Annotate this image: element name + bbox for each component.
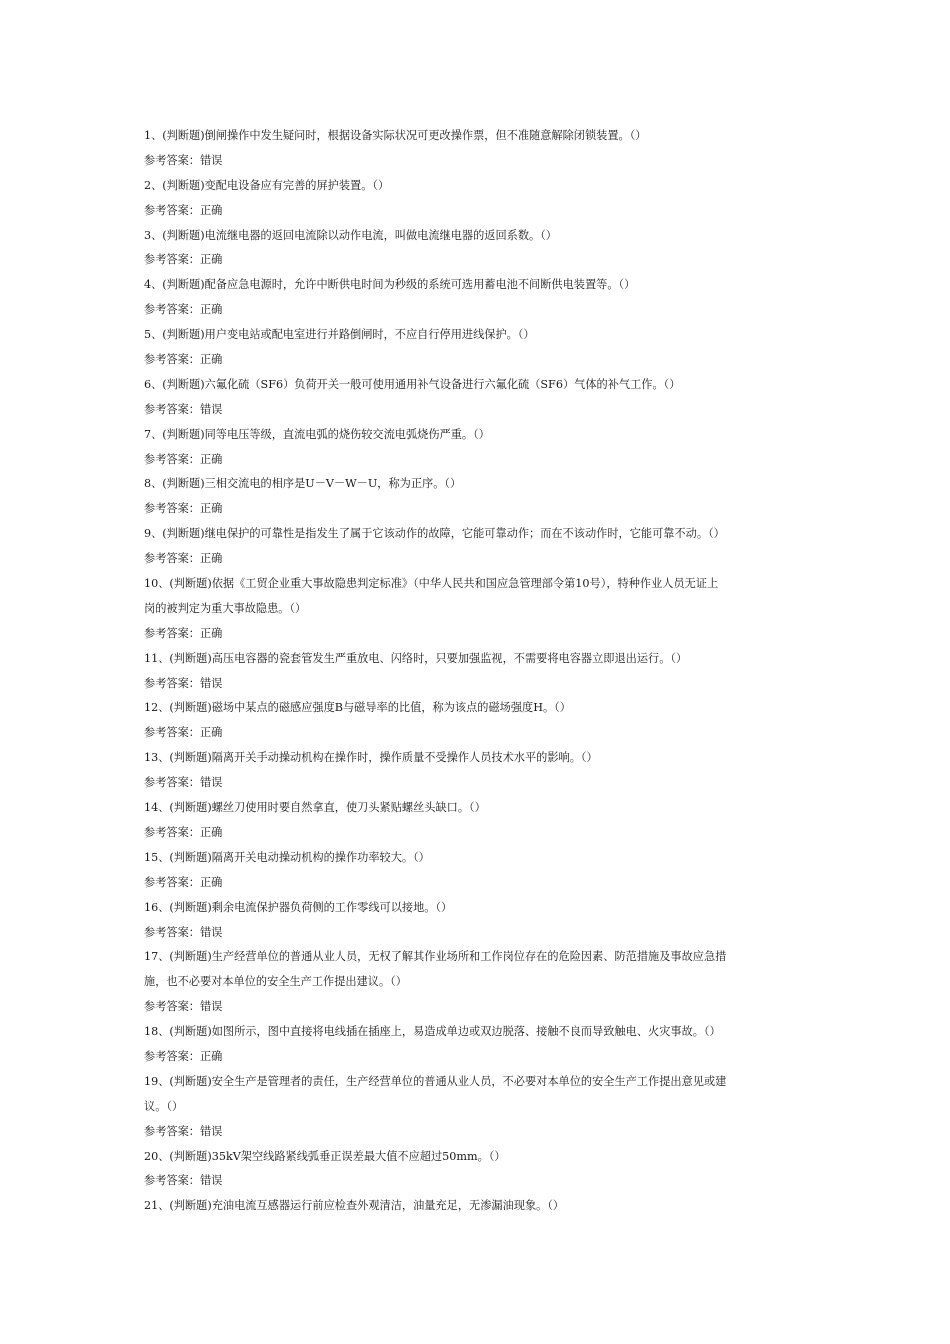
answer-line: 参考答案：错误 (144, 153, 223, 167)
answer-line: 参考答案：正确 (144, 353, 223, 367)
question-text: 8、(判断题)三相交流电的相序是U－V－W－U，称为正序。（） (144, 477, 462, 491)
question-text: 3、(判断题)电流继电器的返回电流除以动作电流，叫做电流继电器的返回系数。（） (144, 228, 557, 242)
answer-line: 参考答案：正确 (144, 552, 223, 566)
question-text: 16、(判断题)剩余电流保护器负荷侧的工作零线可以接地。（） (144, 900, 453, 914)
answer-line: 参考答案：错误 (144, 1124, 223, 1138)
question-text: 5、(判断题)用户变电站或配电室进行并路倒闸时，不应自行停用进线保护。（） (144, 328, 535, 342)
question-text: 14、(判断题)螺丝刀使用时要自然拿直，使刀头紧贴螺丝头缺口。（） (144, 801, 486, 815)
question-text: 2、(判断题)变配电设备应有完善的屏护装置。（） (144, 178, 390, 192)
question-text: 15、(判断题)隔离开关电动操动机构的操作功率较大。（） (144, 850, 430, 864)
question-text: 19、(判断题)安全生产是管理者的责任，生产经营单位的普通从业人员，不必要对本单位的安全生产工作提出意见或建 (144, 1074, 727, 1088)
answer-line: 参考答案：正确 (144, 875, 223, 889)
answer-line: 参考答案：正确 (144, 726, 223, 740)
answer-line: 参考答案：正确 (144, 626, 223, 640)
question-text: 7、(判断题)同等电压等级，直流电弧的烧伤较交流电弧烧伤严重。（） (144, 427, 490, 441)
answer-line: 参考答案：正确 (144, 203, 223, 217)
question-text: 1、(判断题)倒闸操作中发生疑问时，根据设备实际状况可更改操作票，但不准随意解除闭锁装置。（） (144, 129, 647, 142)
answer-line: 参考答案：正确 (144, 253, 223, 267)
answer-line: 参考答案：错误 (144, 925, 223, 939)
question-text: 6、(判断题)六氟化硫（SF6）负荷开关一般可使用通用补气设备进行六氟化硫（SF6）气体的补气工作。（） (144, 377, 681, 391)
question-text-continued: 施，也不必要对本单位的安全生产工作提出建议。（） (144, 975, 407, 989)
document-body (144, 124, 814, 1219)
question-text: 4、(判断题)配备应急电源时，允许中断供电时间为秒级的系统可选用蓄电池不间断供电装置等。（） (144, 278, 636, 292)
question-text: 21、(判断题)充油电流互感器运行前应检查外观清洁，油量充足，无渗漏油现象。（） (144, 1199, 565, 1213)
question-text-continued: 岗的被判定为重大事故隐患。（） (144, 601, 307, 615)
question-text: 11、(判断题)高压电容器的瓷套管发生严重放电、闪络时，只要加强监视，不需要将电容器立即退出运行。（） (144, 651, 688, 665)
question-text: 17、(判断题)生产经营单位的普通从业人员，无权了解其作业场所和工作岗位存在的危险因素、防范措施及事故应急措 (144, 950, 727, 964)
answer-line: 参考答案：错误 (144, 1000, 223, 1014)
answer-line: 参考答案：错误 (144, 776, 223, 790)
answer-line: 参考答案：正确 (144, 502, 223, 516)
answer-line: 参考答案：正确 (144, 1049, 223, 1063)
question-text: 10、(判断题)依据《工贸企业重大事故隐患判定标准》（中华人民共和国应急管理部令第10号），特种作业人员无证上 (144, 577, 719, 591)
question-text: 9、(判断题)继电保护的可靠性是指发生了属于它该动作的故障，它能可靠动作；而在不该动作时，它能可靠不动。（） (144, 527, 725, 541)
answer-line: 参考答案：错误 (144, 402, 223, 416)
answer-line: 参考答案：正确 (144, 452, 223, 466)
question-text-continued: 议。（） (144, 1099, 184, 1113)
answer-line: 参考答案：正确 (144, 825, 223, 839)
question-text: 13、(判断题)隔离开关手动操动机构在操作时，操作质量不受操作人员技术水平的影响。（） (144, 751, 598, 765)
question-text: 18、(判断题)如图所示，图中直接将电线插在插座上，易造成单边或双边脱落、接触不良而导致触电、火灾事故。（） (144, 1025, 721, 1039)
question-text: 12、(判断题)磁场中某点的磁感应强度B与磁导率的比值，称为该点的磁场强度H。（） (144, 701, 571, 715)
answer-line: 参考答案：错误 (144, 676, 223, 690)
answer-line: 参考答案：错误 (144, 1174, 223, 1188)
question-text: 20、(判断题)35kV架空线路紧线弧垂正误差最大值不应超过50mm。（） (144, 1149, 506, 1163)
answer-line: 参考答案：正确 (144, 303, 223, 317)
